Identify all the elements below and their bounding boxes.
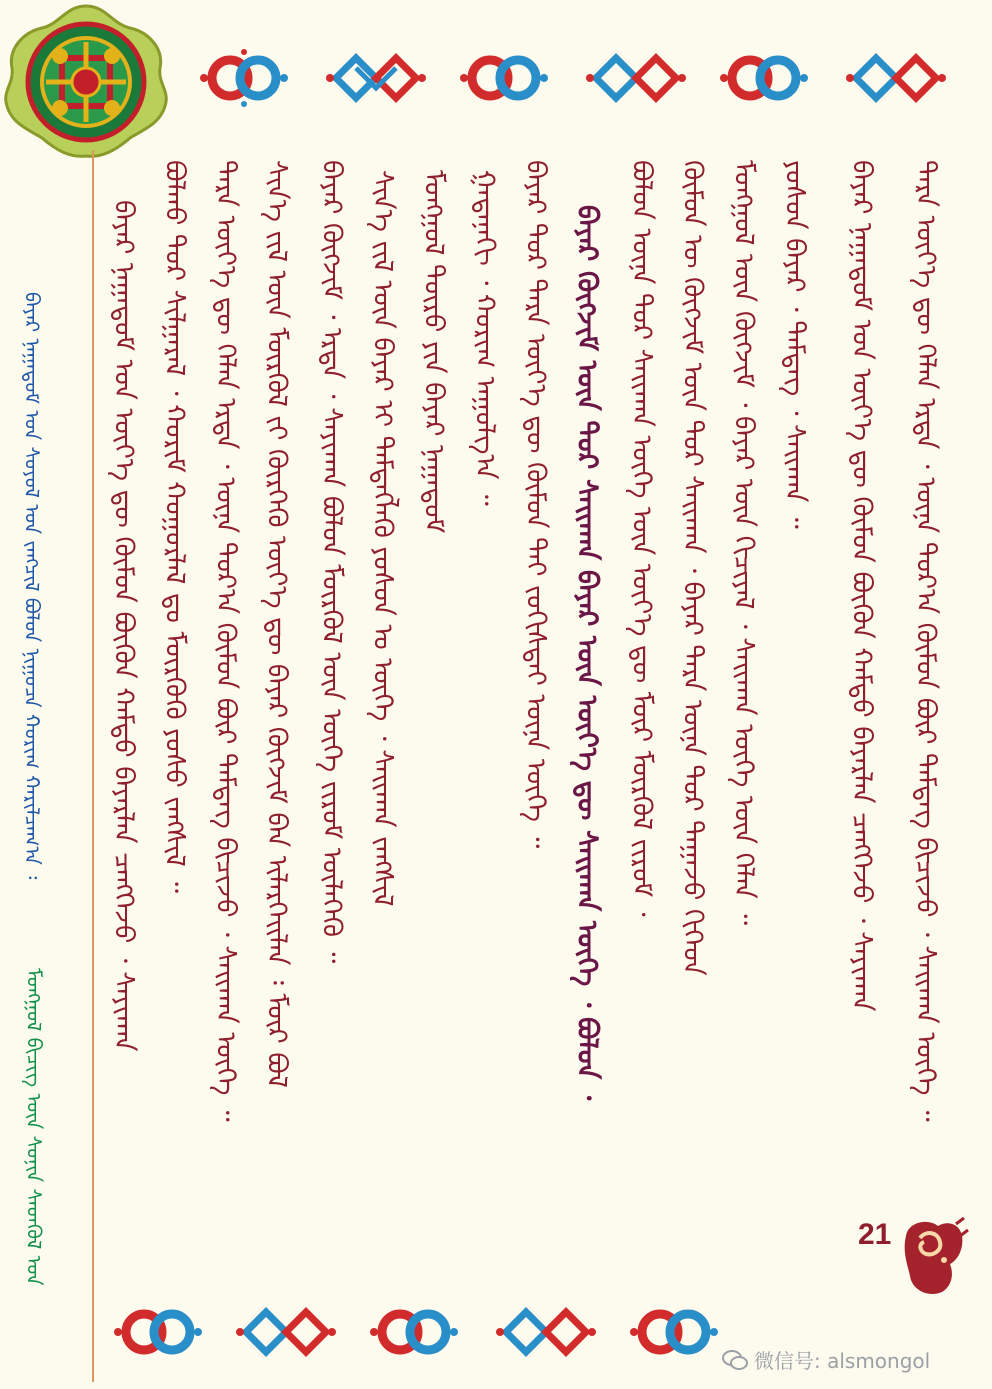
diamond-knot-icon bbox=[586, 46, 686, 110]
text-line: ᠰᠢᠨ᠎ᠡ ᠵᠢᠯ ᠦᠨ ᠪᠠᠶᠠᠷ ᠢ ᠲᠡᠮᠳᠡᠭᠯᠡᠬᠦ ᠶᠣᠰᠤᠨ ᠤ ᠦᠭᠡ ᠂ ᠰᠠᠢᠬᠠᠨ ᠵᠠᠩᠰᠢᠯ bbox=[367, 170, 398, 907]
book-credit: ᠮᠣᠩᠭᠣᠯ ᠪᠢᠴᠢᠭ ᠦᠨ ᠰᠣᠨᠢᠨ ᠰᠡᠳᠬᠦᠯ ᠤᠨ bbox=[22, 968, 46, 1286]
section-heading: ᠪᠠᠶᠠᠷ ᠬᠥᠭᠵᠢᠮ ᠦᠨ ᠳᠤᠷ ᠰᠠᠢᠬᠠᠨ ᠪᠠᠶᠠᠷ ᠦᠨ ᠦᠶ᠎ᠡ ᠳᠦ ᠰᠠᠢᠬᠠᠨ ᠦᠭᠡ ᠂ ᠪᠣᠯᠤᠨ ᠂ bbox=[571, 205, 604, 1101]
ring-knot-icon bbox=[110, 1300, 206, 1364]
text-line: ᠪᠠᠶᠠᠷ ᠨᠠᠭᠠᠳᠤᠮ ᠤᠨ ᠦᠶ᠎ᠡ ᠳᠦ ᠬᠦᠮᠦᠨ ᠪᠦᠬᠦᠨ ᠬᠠᠮᠲᠤ ᠪᠠᠶᠠᠷᠯᠠᠨ ᠴᠡᠩᠭᠡᠵᠦ ᠂ ᠰᠠᠶᠢᠬᠠᠨ bbox=[846, 160, 877, 1012]
text-line: ᠪᠣᠯᠣᠨ ᠦᠨᠡ ᠳᠤᠷ ᠰᠠᠢᠬᠠᠨ ᠦᠭᠡ ᠦᠨ ᠦᠶ᠎ᠡ ᠳᠦ ᠮᠥᠷ ᠮᠥᠷᠭᠥᠯ ᠵᠢᠷᠤᠮ ᠂ bbox=[626, 160, 657, 917]
ram-emblem-icon bbox=[898, 1216, 970, 1300]
wechat-watermark bbox=[722, 1345, 930, 1374]
watermark-text: 微信号: alsmongol bbox=[754, 1349, 931, 1373]
diamond-knot-icon bbox=[496, 1300, 596, 1364]
ring-knot-icon bbox=[366, 1300, 462, 1364]
text-line: ᠭᠠᠳᠠᠨᠠᠬᠢ ᠂ ᠬᠣᠷᠢᠭ ᠠᠭᠤᠯᠭ᠎ᠠ ᠃ bbox=[469, 170, 500, 506]
ring-knot-icon bbox=[456, 46, 552, 110]
text-line: ᠰᠢᠨ᠎ᠡ ᠵᠢᠯ ᠦᠨ ᠮᠦᠷᠭᠦᠯ ᠵᠢ ᠬᠦᠷᠭᠡᠬᠦ ᠦᠶ᠎ᠡ ᠳᠦ ᠪᠠᠶᠠᠷ ᠬᠥᠭᠵᠢᠮ ᠪᠠᠨ ᠢᠯᠡᠷᠬᠡᠢᠯᠡᠨ ᠄ ᠮᠥᠷ ᠪᠣᠯ bbox=[261, 160, 292, 1088]
wechat-icon bbox=[722, 1349, 748, 1371]
text-line: ᠪᠠᠶᠠᠷ ᠳᠤᠷ ᠲᠡᠷᠡ ᠦᠶ᠎ᠡ ᠳᠦ ᠬᠦᠮᠦᠨ ᠲᠠᠢ ᠵᠣᠬᠢᠰᠲᠠᠢ ᠦᠨᠡ ᠦᠭᠡ ᠃ bbox=[520, 160, 551, 849]
medallion-ornament-icon bbox=[2, 2, 170, 160]
ring-knot-icon bbox=[626, 1300, 722, 1364]
text-line: ᠲᠡᠷᠡ ᠦᠶ᠎ᠡ ᠳᠦ ᠬᠡᠯᠡᠨ ᠡᠷᠲᠡ ᠂ ᠦᠨᠡ ᠳᠤᠷ᠎ᠠ ᠬᠦᠮᠦᠨ ᠪᠦᠷ ᠲᠡᠮᠳᠡᠭ ᠪᠢᠴᠢᠵᠦ ᠂ ᠰᠠᠢᠬᠠᠨ ᠦᠭᠡ ᠃ bbox=[210, 160, 241, 1122]
diamond-knot-icon bbox=[846, 46, 946, 110]
chapter-title: ᠪᠠᠶᠠᠷ ᠨᠠᠭᠠᠳᠤᠮ ᠤᠨ ᠰᠣᠶᠣᠯ ᠤᠨ ᠵᠠᠩᠴᠢᠯ ᠪᠣᠯᠤᠨ ᠨᠢᠭᠤᠴᠠ ᠬᠣᠷᠢᠭ ᠬᠠᠷᠢᠯᠴᠠᠭ᠎ᠠ ᠄ bbox=[20, 292, 44, 880]
ring-knot-icon bbox=[196, 46, 292, 110]
text-line: ᠪᠣᠯᠬᠣ ᠳᠤᠷ ᠰᠢᠯᠭᠠᠷᠠᠯ ᠂ ᠬᠤᠷᠢᠮ ᠬᠤᠭᠤᠷᠯᠠᠯ ᠳᠤ ᠮᠥᠷᠭᠥᠬᠦ ᠶᠣᠰᠤ ᠵᠠᠩᠰᠢᠯ ᠃ bbox=[159, 160, 190, 894]
page-number: 21 bbox=[858, 1218, 892, 1251]
text-line: ᠬᠥᠮᠥᠨ ᠦ ᠬᠥᠭᠵᠢᠮ ᠦᠨ ᠳᠤᠷ ᠰᠠᠢᠬᠠᠨ ᠂ ᠪᠠᠶᠠᠷ ᠲᠡᠷᠡ ᠦᠨᠡ ᠳᠤᠷ ᠳᠠᠭᠠᠵᠤ ᠬᠢᠭᠡᠳ bbox=[677, 160, 708, 976]
text-line: ᠮᠣᠩᠭᠣᠯ ᠲᠥᠷᠥ ᠶᠢᠨ ᠪᠠᠶᠠᠷ ᠨᠠᠭᠠᠳᠤᠮ bbox=[418, 170, 449, 534]
text-line: ᠶᠣᠰᠣᠨ ᠪᠠᠶᠠᠷ ᠂ ᠲᠡᠮᠳᠡᠭ ᠂ ᠰᠠᠢᠬᠠᠨ ᠃ bbox=[779, 160, 810, 529]
diamond-knot-icon bbox=[326, 46, 426, 110]
vertical-divider bbox=[92, 150, 94, 1382]
ring-knot-icon bbox=[716, 46, 812, 110]
text-line: ᠪᠠᠶᠠᠷ ᠨᠠᠭᠠᠳᠤᠮ ᠤᠨ ᠦᠶ᠎ᠡ ᠳᠦ ᠬᠦᠮᠦᠨ ᠪᠦᠬᠦᠨ ᠬᠠᠮᠲᠤ ᠪᠠᠶᠠᠷᠯᠠᠨ ᠴᠡᠩᠭᠡᠵᠦ ᠂ ᠰᠠᠶᠢᠬᠠᠨ bbox=[108, 200, 139, 1052]
diamond-knot-icon bbox=[236, 1300, 336, 1364]
text-line: ᠮᠣᠩᠭᠣᠯ ᠦᠨ ᠬᠥᠭᠵᠢᠮ ᠂ ᠪᠠᠶᠠᠷ ᠦᠨ ᠬᠢᠴᠢᠶᠡᠯ ᠂ ᠰᠠᠢᠬᠠᠨ ᠦᠭᠡ ᠦᠨ ᠬᠡᠯᠡᠨ ᠃ bbox=[728, 160, 759, 926]
text-line: ᠲᠡᠷᠡ ᠦᠶ᠎ᠡ ᠳᠦ ᠬᠡᠯᠡᠨ ᠡᠷᠲᠡ ᠂ ᠦᠨᠡ ᠳᠤᠷ᠎ᠠ ᠬᠦᠮᠦᠨ ᠪᠦᠷ ᠲᠡᠮᠳᠡᠭ ᠪᠢᠴᠢᠵᠦ ᠂ ᠰᠠᠢᠬᠠᠨ ᠦᠭᠡ ᠃ bbox=[910, 160, 941, 1122]
text-line: ᠪᠠᠶᠠᠷ ᠬᠥᠭᠵᠢᠮ ᠂ ᠡᠷᠲᠡ ᠂ ᠰᠠᠶᠢᠬᠠᠨ ᠪᠣᠯᠤᠨ ᠮᠥᠷᠭᠥᠯ ᠦᠨ ᠦᠭᠡ ᠵᠢᠷᠤᠮ ᠦᠯᠡᠬᠡᠬᠦ ᠃ bbox=[316, 160, 347, 964]
